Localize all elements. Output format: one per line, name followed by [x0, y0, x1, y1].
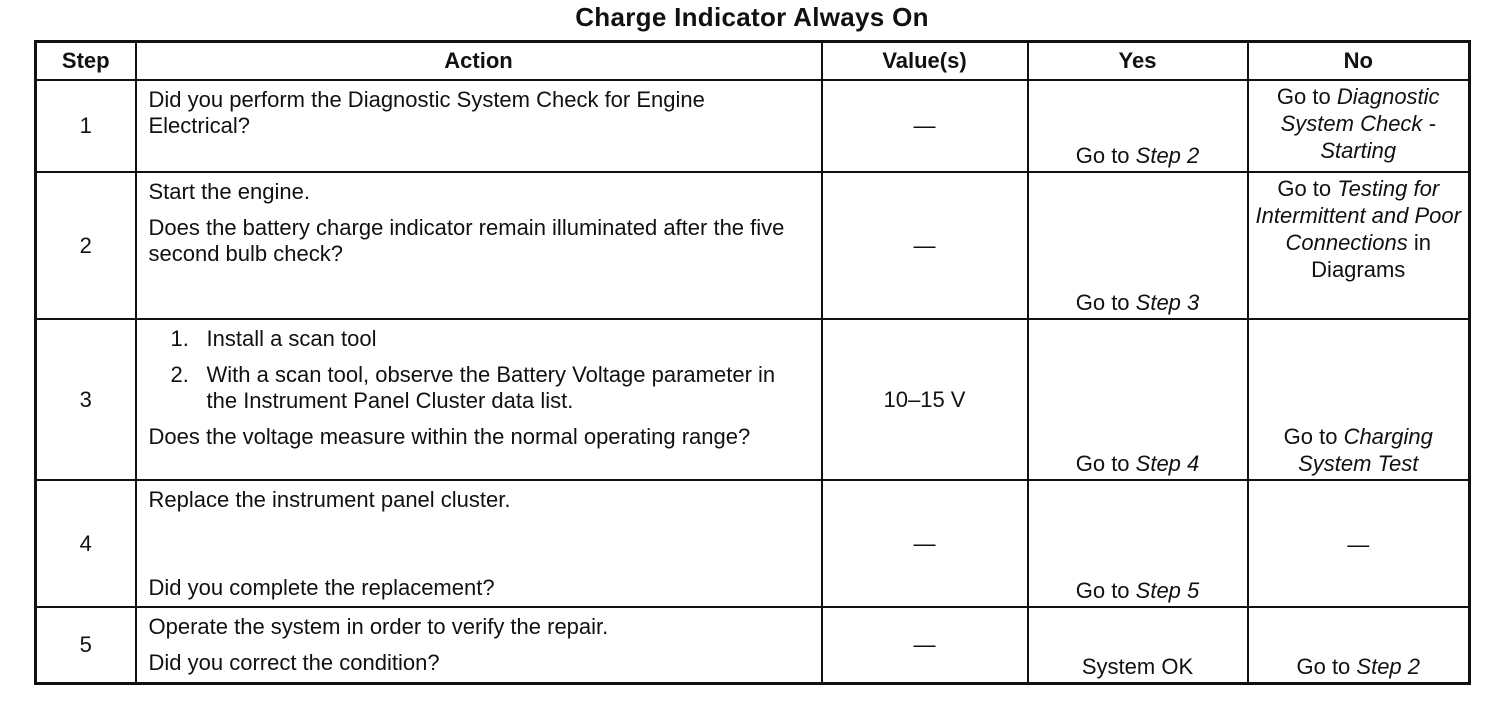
no-link[interactable]: Charging System Test — [1298, 424, 1433, 476]
header-yes: Yes — [1028, 42, 1248, 81]
step-number: 2 — [36, 172, 136, 319]
action-question: Did you complete the replacement? — [148, 575, 495, 600]
step-number: 4 — [36, 480, 136, 607]
action-question: Does the battery charge indicator remain illuminated after the five second bulb check? — [148, 215, 785, 266]
no-link[interactable]: Testing for Intermittent and Poor Connections — [1255, 176, 1461, 255]
list-item: 1. Install a scan tool — [170, 326, 377, 351]
action-question: Does the voltage measure within the normal operating range? — [148, 424, 751, 449]
yes-prefix: Go to — [1075, 290, 1136, 315]
page-title: Charge Indicator Always On — [575, 2, 929, 32]
table-row — [36, 80, 1470, 172]
yes-link[interactable]: Step 4 — [1135, 451, 1200, 476]
header-values: Value(s) — [822, 42, 1028, 81]
yes-prefix: Go to — [1075, 578, 1136, 603]
step-number: 5 — [36, 607, 136, 683]
action-cell — [136, 607, 822, 683]
action-cell — [136, 319, 822, 480]
table-row — [36, 480, 1470, 607]
action-text: Replace the instrument panel cluster. — [148, 487, 511, 512]
header-step: Step — [36, 42, 136, 81]
yes-cell — [1028, 172, 1248, 319]
no-link[interactable]: Diagnostic System Check - Starting — [1280, 84, 1440, 163]
step-number: 1 — [36, 80, 136, 172]
value-cell: — — [822, 172, 1028, 319]
value-cell: — — [822, 80, 1028, 172]
yes-link[interactable]: Step 2 — [1135, 143, 1200, 168]
value-cell: 10–15 V — [822, 319, 1028, 480]
step-number: 3 — [36, 319, 136, 480]
action-list — [149, 326, 809, 414]
yes-cell — [1028, 480, 1248, 607]
action-cell — [136, 80, 822, 172]
no-prefix: Go to — [1277, 176, 1338, 201]
no-link[interactable]: Step 2 — [1356, 653, 1421, 679]
value-cell: — — [822, 607, 1028, 683]
action-text: Operate the system in order to verify the repair. — [148, 614, 609, 639]
table-row — [36, 172, 1470, 319]
no-cell — [1248, 172, 1470, 319]
list-item: 2. With a scan tool, observe the Battery Voltage parameter in the Instrument Panel Cluster data list. — [170, 362, 776, 413]
table-row — [36, 319, 1470, 480]
yes-cell: System OK — [1028, 607, 1248, 683]
header-no: No — [1248, 42, 1470, 81]
header-action: Action — [136, 42, 822, 81]
no-suffix: in Diagrams — [1311, 230, 1432, 282]
yes-link[interactable]: Step 3 — [1135, 290, 1200, 315]
table-header-row — [36, 42, 1470, 81]
no-prefix: Go to — [1276, 84, 1337, 109]
yes-cell — [1028, 319, 1248, 480]
yes-link[interactable]: Step 5 — [1135, 578, 1200, 603]
action-text: Did you perform the Diagnostic System Check for Engine Electrical? — [148, 87, 705, 138]
yes-prefix: Go to — [1075, 143, 1136, 168]
no-cell — [1248, 607, 1470, 683]
action-text: Start the engine. — [148, 179, 310, 204]
diagnostic-table — [34, 40, 1471, 685]
no-prefix: Go to — [1283, 424, 1344, 449]
yes-prefix: Go to — [1075, 451, 1136, 476]
action-question: Did you correct the condition? — [148, 650, 440, 675]
table-row — [36, 607, 1470, 683]
no-cell: — — [1248, 480, 1470, 607]
no-cell — [1248, 319, 1470, 480]
value-cell: — — [822, 480, 1028, 607]
no-cell — [1248, 80, 1470, 172]
action-cell — [136, 480, 822, 607]
action-cell — [136, 172, 822, 319]
yes-cell — [1028, 80, 1248, 172]
no-prefix: Go to — [1296, 653, 1357, 679]
